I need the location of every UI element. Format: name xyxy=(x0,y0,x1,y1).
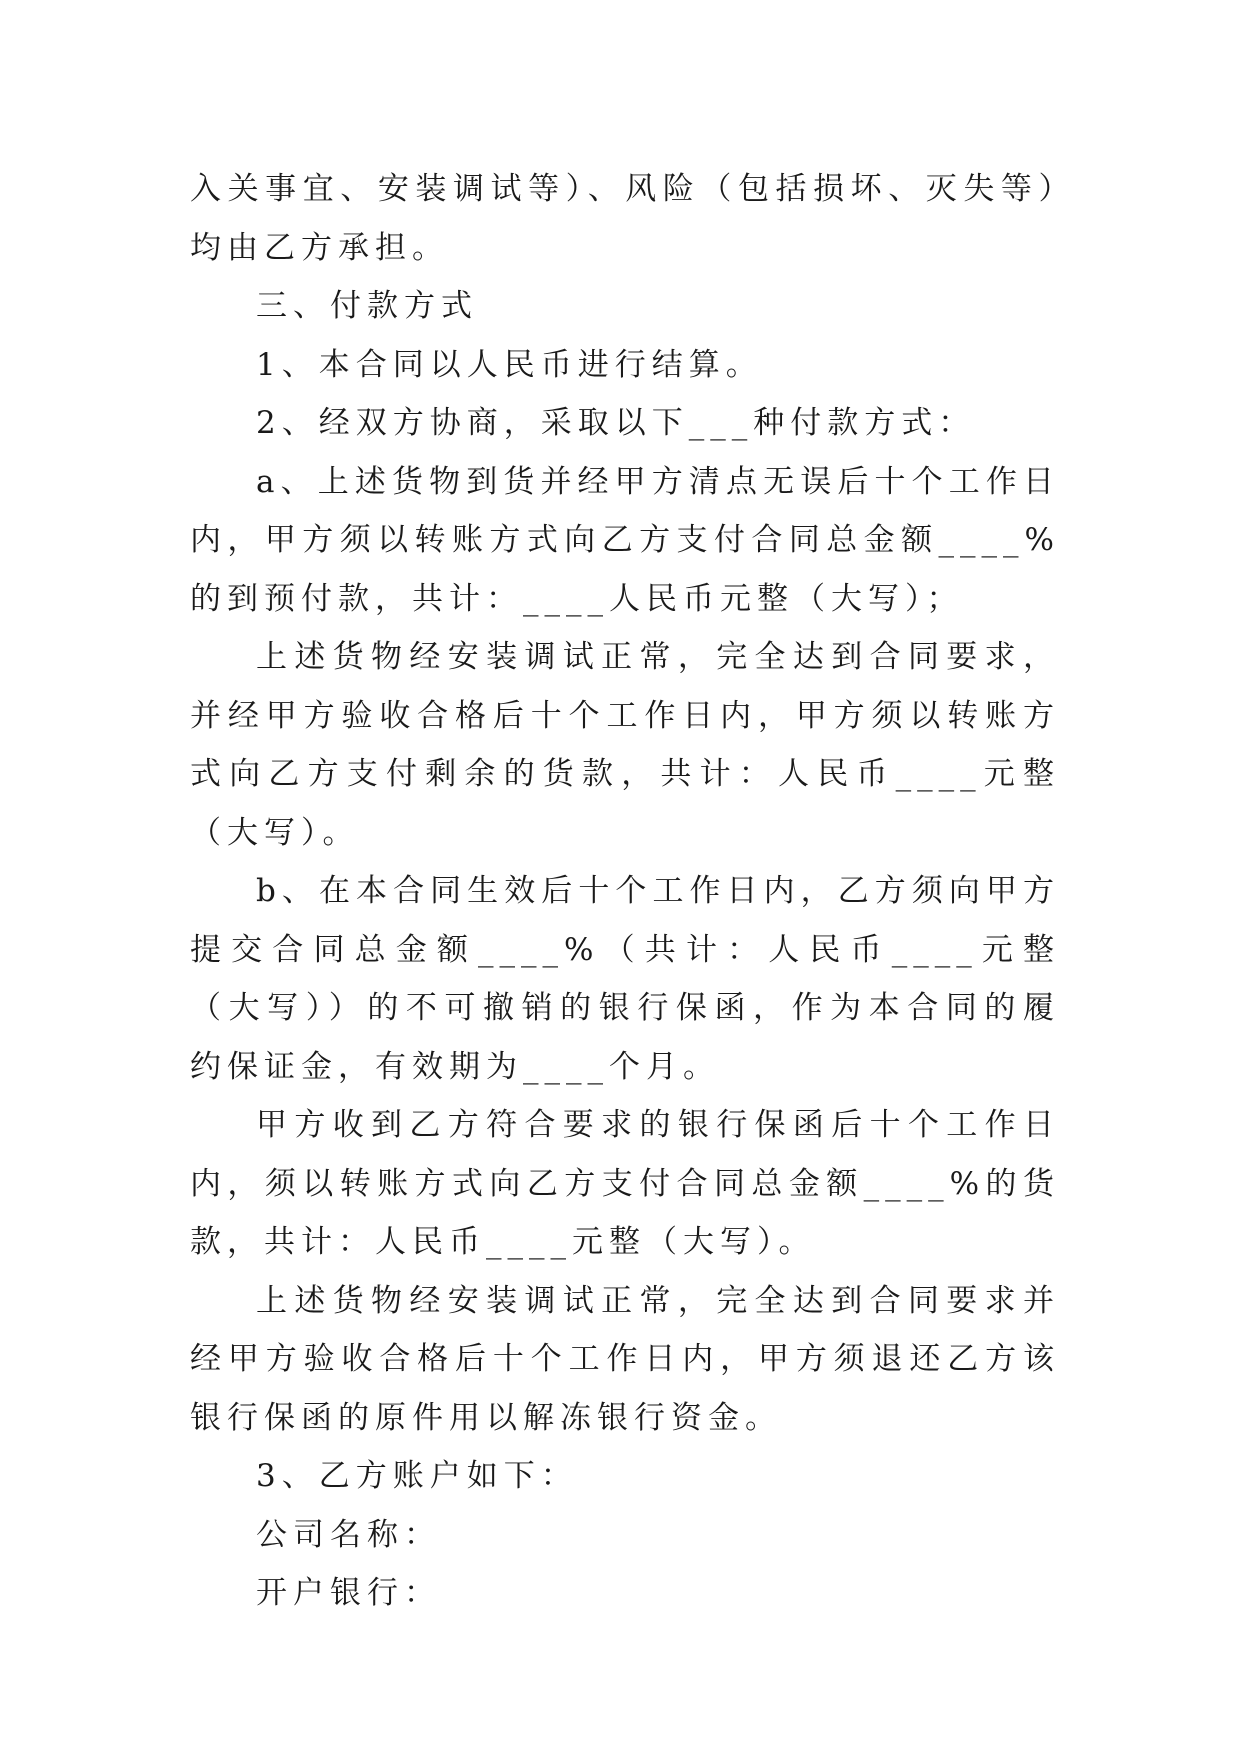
clause-1: 1、本合同以人民币进行结算。 xyxy=(256,346,763,383)
clause-2b: b、在本合同生效后十个工作日内，乙方须向甲方提交合同总金额____%（共计：人民币____元整（大写））的不可撤销的银行保函，作为本合同的履约保证金，有效期为____个月。 xyxy=(190,873,1060,1085)
section-heading-payment: 三、付款方式 xyxy=(256,288,478,324)
clause-2b-payment: 甲方收到乙方符合要求的银行保函后十个工作日内，须以转账方式向乙方支付合同总金额____%的货款，共计：人民币____元整（大写）。 xyxy=(190,1107,1060,1260)
document-body xyxy=(190,160,1060,1623)
clause-2a: a、上述货物到货并经甲方清点无误后十个工作日内，甲方须以转账方式向乙方支付合同总金额____%的到预付款，共计：____人民币元整（大写）； xyxy=(190,463,1060,617)
clause-2b-return: 上述货物经安装调试正常，完全达到合同要求并经甲方验收合格后十个工作日内，甲方须退还乙方该银行保函的原件用以解冻银行资金。 xyxy=(190,1282,1060,1436)
clause-2: 2、经双方协商，采取以下___种付款方式： xyxy=(256,405,976,441)
paragraph-continuation: 入关事宜、安装调试等）、风险（包括损坏、灭失等）均由乙方承担。 xyxy=(190,171,1060,266)
field-company-name: 公司名称： xyxy=(256,1516,441,1553)
field-bank: 开户银行： xyxy=(256,1575,441,1611)
clause-2a-remaining: 上述货物经安装调试正常，完全达到合同要求，并经甲方验收合格后十个工作日内，甲方须以转账方式向乙方支付剩余的货款，共计：人民币____元整（大写）。 xyxy=(190,639,1060,851)
clause-3: 3、乙方账户如下： xyxy=(256,1458,578,1494)
